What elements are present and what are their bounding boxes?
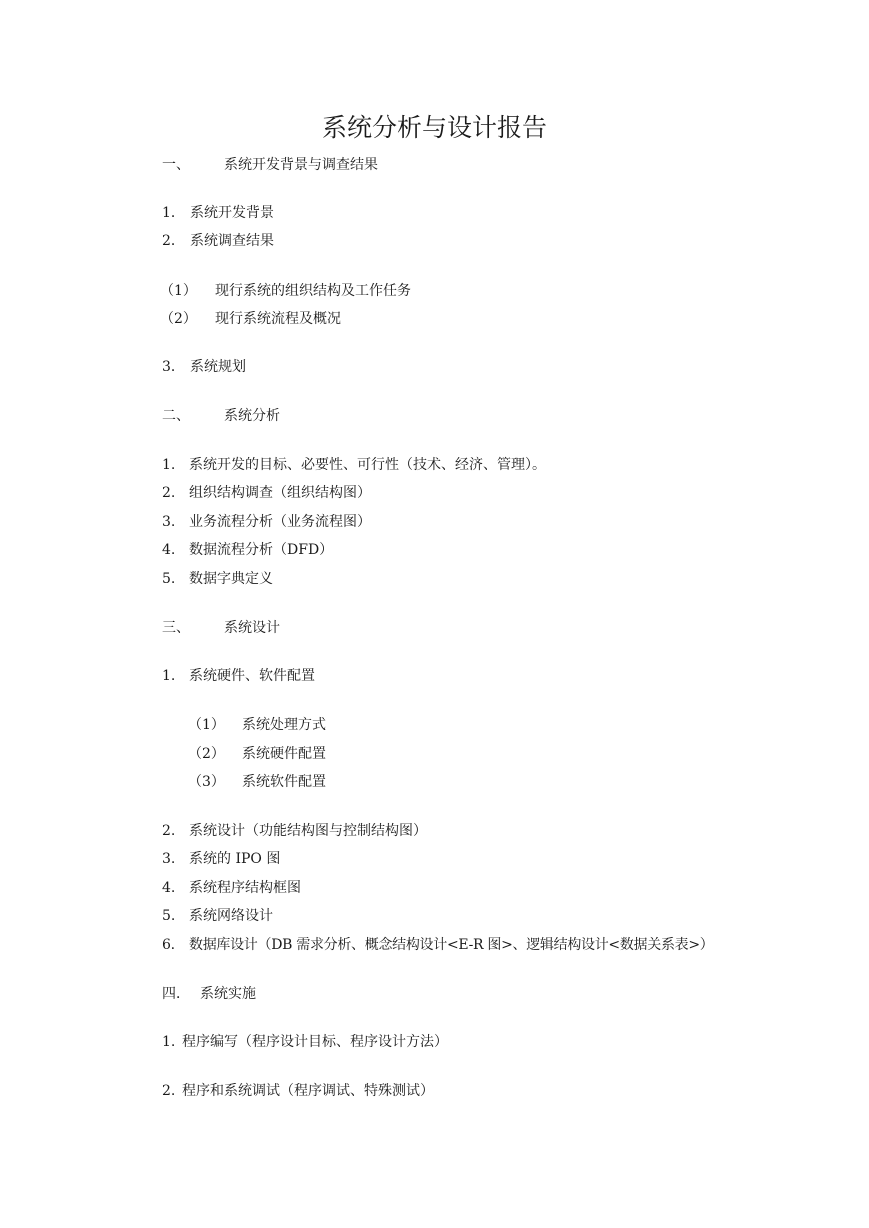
- list-item: [0, 570, 273, 588]
- section-title: 系统开发背景与调查结果: [224, 157, 378, 173]
- item-number: 2.: [162, 485, 176, 501]
- sub-list-item: [0, 745, 326, 763]
- section-heading: [0, 619, 280, 637]
- item-number: （3）: [188, 774, 225, 790]
- item-number: 1.: [162, 1034, 176, 1050]
- item-text: 系统开发背景: [190, 205, 274, 221]
- item-text: 系统规划: [190, 359, 246, 375]
- section-number: 四．: [162, 986, 190, 1002]
- item-number: 1.: [162, 668, 176, 684]
- item-number: （2）: [188, 746, 225, 762]
- item-number: 4.: [162, 880, 176, 896]
- item-number: 5.: [162, 908, 176, 924]
- list-item: [0, 204, 274, 222]
- item-text: 系统调查结果: [190, 233, 274, 249]
- list-item: [0, 541, 333, 559]
- item-number: 6.: [162, 937, 175, 953]
- item-text: 系统程序结构框图: [189, 880, 301, 896]
- item-text: 系统的 IPO 图: [189, 851, 281, 867]
- sub-list-item: [0, 310, 341, 328]
- item-text: 系统处理方式: [242, 717, 326, 733]
- item-number: 4.: [162, 542, 176, 558]
- sub-list-item: [0, 282, 411, 300]
- item-text: 程序编写（程序设计目标、程序设计方法）: [182, 1034, 448, 1050]
- item-number: 2．: [162, 233, 185, 249]
- section-title: 系统实施: [200, 986, 256, 1002]
- document-title: 系统分析与设计报告: [321, 113, 547, 142]
- item-text: 数据流程分析（DFD）: [189, 542, 334, 558]
- item-number: 2.: [162, 823, 176, 839]
- item-text: 系统硬件、软件配置: [189, 668, 315, 684]
- item-text: 程序和系统调试（程序调试、特殊测试）: [182, 1083, 434, 1099]
- list-item: [0, 879, 301, 897]
- item-number: （1）: [160, 283, 197, 299]
- list-item: [0, 358, 246, 376]
- item-text: 现行系统流程及概况: [215, 311, 341, 327]
- list-item: [0, 232, 274, 250]
- section-title: 系统设计: [224, 620, 280, 636]
- item-number: （1）: [188, 717, 225, 733]
- list-item: [0, 513, 371, 531]
- item-number: 3．: [162, 359, 185, 375]
- item-text: 组织结构调查（组织结构图）: [189, 485, 371, 501]
- list-item: [0, 1033, 448, 1051]
- sub-list-item: [0, 773, 326, 791]
- item-text: 系统网络设计: [189, 908, 273, 924]
- item-text: 系统开发的目标、必要性、可行性（技术、经济、管理）。: [189, 457, 546, 473]
- item-number: 5.: [162, 571, 176, 587]
- section-number: 三、: [162, 620, 190, 636]
- list-item: [0, 850, 280, 868]
- item-number: （2）: [160, 311, 197, 327]
- section-number: 一、: [162, 157, 190, 173]
- item-number: 3.: [162, 514, 176, 530]
- item-number: 3.: [162, 851, 176, 867]
- item-text: 系统软件配置: [242, 774, 326, 790]
- section-heading: [0, 407, 280, 425]
- section-title: 系统分析: [224, 408, 280, 424]
- list-item: [0, 822, 427, 840]
- item-number: 2.: [162, 1083, 176, 1099]
- section-heading: [0, 156, 378, 174]
- item-text: 系统硬件配置: [242, 746, 326, 762]
- sub-list-item: [0, 716, 326, 734]
- list-item: [0, 484, 371, 502]
- list-item: [0, 667, 315, 685]
- item-text: 数据库设计（DB 需求分析、概念结构设计<E-R 图>、逻辑结构设计<数据关系表>）: [189, 937, 714, 953]
- list-item: [0, 936, 714, 954]
- section-heading: [0, 985, 256, 1003]
- list-item: [0, 907, 273, 925]
- item-text: 数据字典定义: [189, 571, 273, 587]
- item-text: 现行系统的组织结构及工作任务: [215, 283, 411, 299]
- item-text: 系统设计（功能结构图与控制结构图）: [189, 823, 427, 839]
- item-number: 1.: [162, 457, 176, 473]
- item-text: 业务流程分析（业务流程图）: [189, 514, 371, 530]
- item-number: 1．: [162, 205, 185, 221]
- list-item: [0, 1082, 434, 1100]
- section-number: 二、: [162, 408, 190, 424]
- list-item: [0, 456, 546, 474]
